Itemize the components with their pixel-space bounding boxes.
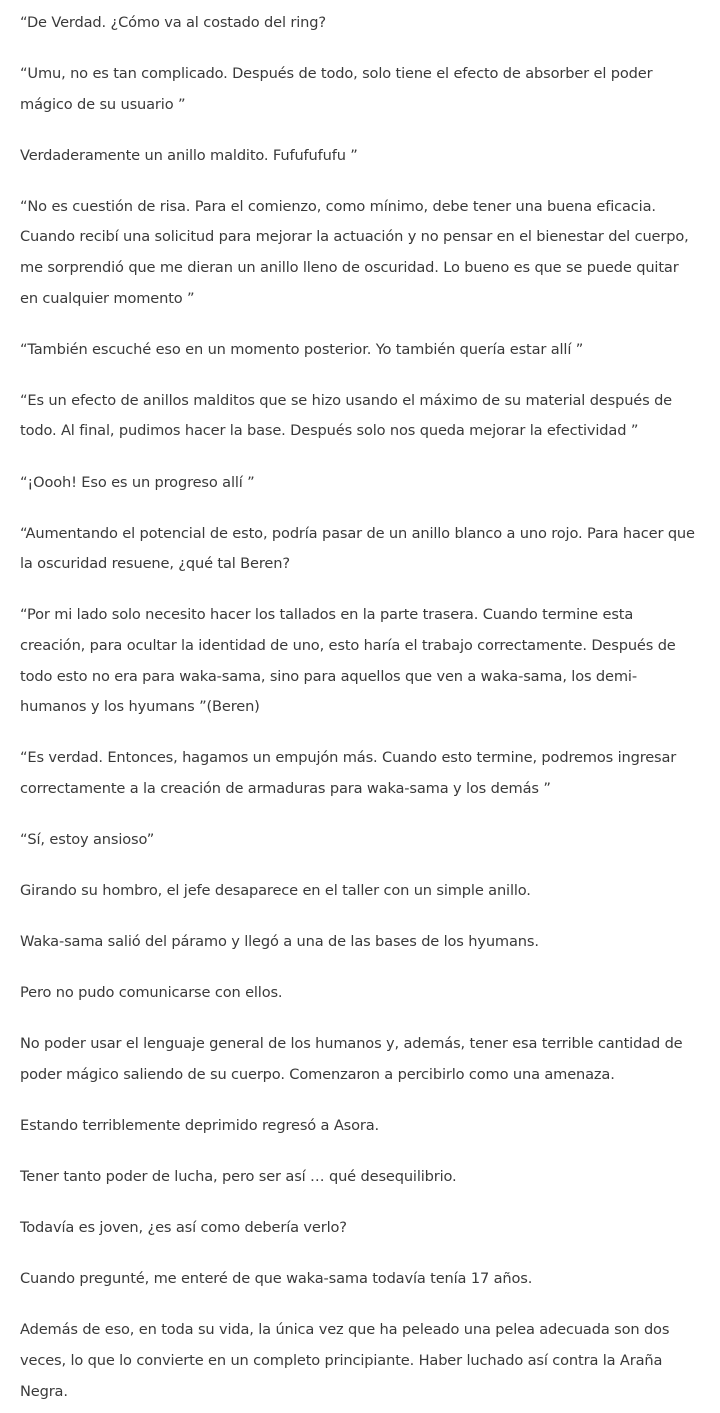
paragraph-16: Estando terriblemente deprimido regresó a Asora. (20, 1116, 380, 1134)
paragraph-3: Verdaderamente un anillo maldito. Fufufufufu ” (20, 146, 358, 164)
paragraph-6: “Es un efecto de anillos malditos que se hizo usando el máximo de su material después de todo. Al final, pudimos hacer la base. Después solo nos queda mejorar la efectividad ” (20, 391, 673, 440)
paragraph-19: Cuando pregunté, me enteré de que waka-sama todavía tenía 17 años. (20, 1270, 533, 1288)
paragraph-20: Además de eso, en toda su vida, la única vez que ha peleado una pelea adecuada son dos veces, lo que lo convierte en un completo principiante. Haber luchado así contra la Araña Negra. (20, 1321, 670, 1400)
paragraph-5: “También escuché eso en un momento posterior. Yo también quería estar allí ” (20, 340, 584, 358)
paragraph-4: “No es cuestión de risa. Para el comienzo, como mínimo, debe tener una buena eficacia. Cuando recibí una solicitud para mejorar la actuación y no pensar en el bienestar del cuerpo, me sorprendió que me dieran un anillo lleno de oscuridad. Lo bueno es que se puede quitar en cualquier momento ” (20, 197, 689, 307)
paragraph-11: “Sí, estoy ansioso” (20, 830, 155, 848)
paragraph-12: Girando su hombro, el jefe desaparece en el taller con un simple anillo. (20, 881, 531, 899)
paragraph-14: Pero no pudo comunicarse con ellos. (20, 984, 283, 1002)
paragraph-9: “Por mi lado solo necesito hacer los tallados en la parte trasera. Cuando termine esta creación, para ocultar la identidad de uno, esto haría el trabajo correctamente. Después de todo esto no era para waka-sama, sino para aquellos que ven a waka-sama, los demi-humanos y los hyumans ”(Beren) (20, 606, 676, 716)
paragraph-13: Waka-sama salió del páramo y llegó a una de las bases de los hyumans. (20, 933, 539, 951)
paragraph-18: Todavía es joven, ¿es así como debería verlo? (20, 1219, 347, 1237)
paragraph-17: Tener tanto poder de lucha, pero ser así … qué desequilibrio. (20, 1168, 457, 1186)
paragraph-1: “De Verdad. ¿Cómo va al costado del ring? (20, 14, 326, 31)
paragraph-8: “Aumentando el potencial de esto, podría pasar de un anillo blanco a uno rojo. Para hacer que la oscuridad resuene, ¿qué tal Beren? (20, 524, 695, 573)
paragraph-2: “Umu, no es tan complicado. Después de todo, solo tiene el efecto de absorber el poder mágico de su usuario ” (20, 65, 653, 113)
paragraph-7: “¡Oooh! Eso es un progreso allí ” (20, 473, 255, 491)
paragraph-15: No poder usar el lenguaje general de los humanos y, además, tener esa terrible cantidad de poder mágico saliendo de su cuerpo. Comenzaron a percibirlo como una amenaza. (20, 1035, 683, 1083)
paragraph-10: “Es verdad. Entonces, hagamos un empujón más. Cuando esto termine, podremos ingresar correctamente a la creación de armaduras para waka-sama y los demás ” (20, 749, 677, 797)
